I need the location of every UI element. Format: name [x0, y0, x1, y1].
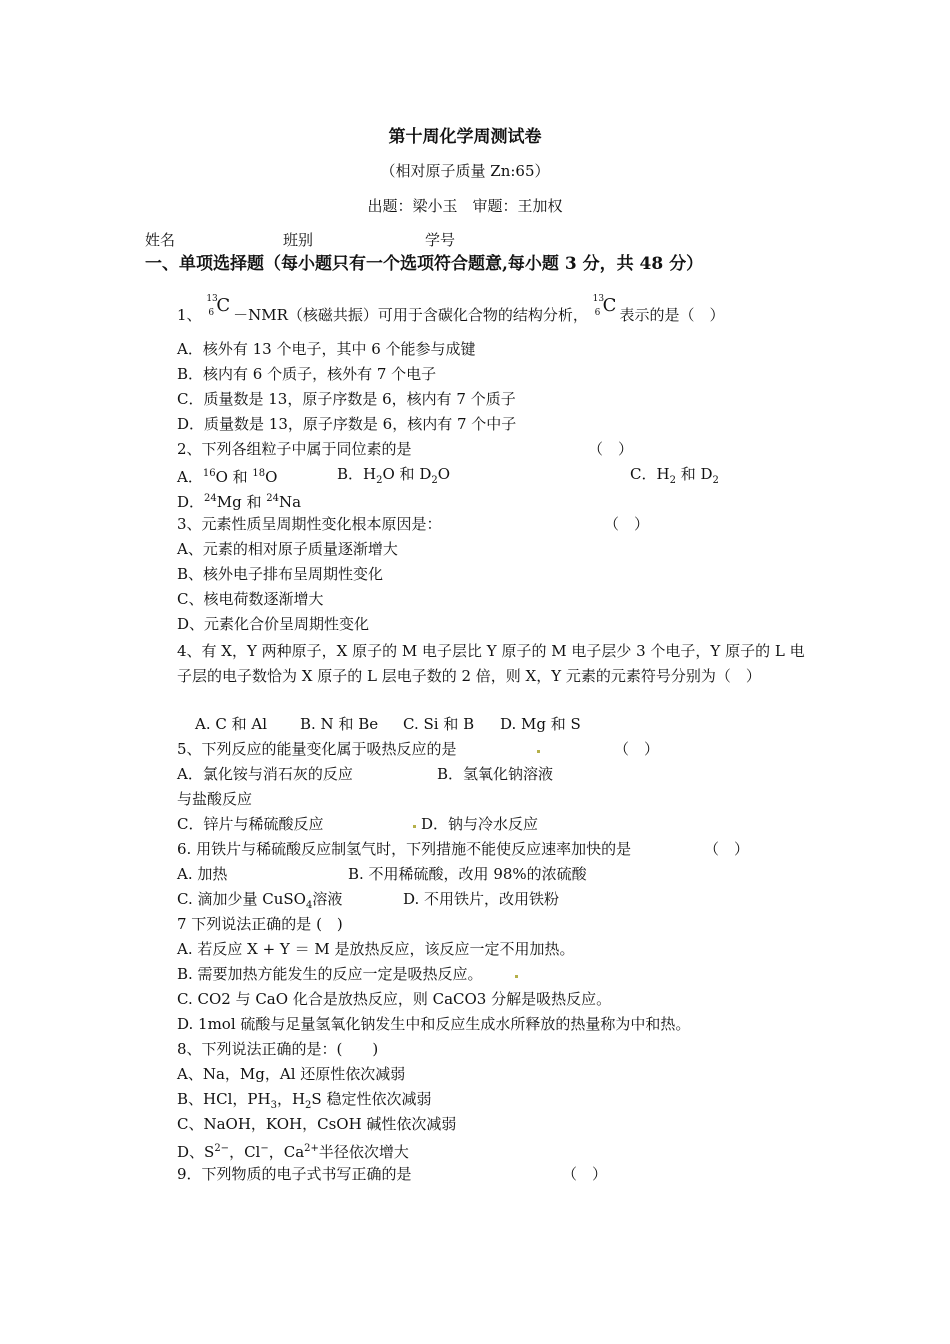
option-text: Na	[279, 493, 302, 511]
option-c: C. CO2 与 CaO 化合是放热反应，则 CaCO3 分解是吸热反应。	[177, 990, 612, 1008]
option-a: A. 加热	[177, 865, 228, 883]
charge: 2+	[304, 1143, 319, 1154]
answer-paren: （ ）	[704, 840, 750, 858]
subscript: 2	[712, 475, 719, 486]
question-number: 1、	[177, 306, 202, 324]
subscript: 2	[431, 475, 438, 486]
option-b: B．氢氧化钠溶液	[437, 765, 554, 783]
page-title: 第十周化学周测试卷	[388, 127, 542, 147]
question-9-stem: 9．下列物质的电子式书写正确的是	[177, 1165, 412, 1183]
authors: 出题：梁小玉 审题：王加权	[367, 197, 563, 215]
option-b-continued: 与盐酸反应	[177, 790, 253, 808]
isotope-mass: 13	[592, 294, 605, 304]
question-1-stem	[177, 294, 725, 325]
option-b: B．核内有 6 个质子，核外有 7 个电子	[177, 365, 437, 383]
option-text: O 和 D	[382, 465, 432, 483]
option-text: D、S	[177, 1143, 215, 1161]
isotope-symbol	[592, 294, 617, 322]
isotope-number: 6	[208, 308, 215, 318]
option-text: Mg 和	[216, 493, 267, 511]
option-c: C．锌片与稀硫酸反应	[177, 815, 324, 833]
isotope-symbol	[206, 294, 231, 322]
isotope-number: 6	[594, 308, 601, 318]
option-a: A．氯化铵与消石灰的反应	[177, 765, 353, 783]
speck-mark	[537, 750, 540, 753]
question-3-stem: 3、元素性质呈周期性变化根本原因是：	[177, 515, 442, 533]
class-label: 班别	[283, 231, 314, 249]
isotope-element: C	[216, 295, 231, 316]
answer-paren: （ ）	[604, 515, 650, 533]
option-d: D．钠与冷水反应	[421, 815, 539, 833]
subtitle: （相对原子质量 Zn:65）	[380, 162, 550, 180]
option-d	[177, 1139, 409, 1162]
option-d: D、元素化合价呈周期性变化	[177, 615, 370, 633]
option-b	[177, 1089, 431, 1116]
option-a: A、Na，Mg，Al 还原性依次减弱	[177, 1065, 406, 1083]
speck-mark	[413, 825, 416, 828]
option-text: B、HCl，PH	[177, 1090, 271, 1108]
option-text: C. 滴加少量 CuSO	[177, 890, 306, 908]
question-7-stem: 7 下列说法正确的是 ( )	[177, 915, 343, 933]
speck-mark	[515, 975, 518, 978]
question-text: 表示的是（ ）	[619, 306, 725, 324]
option-d: D. Mg 和 S	[500, 715, 581, 733]
question-4-stem: 4、有 X，Y 两种原子，X 原子的 M 电子层比 Y 原子的 M 电子层少 3 个电子，Y 原子的 L 电子层的电子数恰为 X 原子的 L 层电子数的 2 倍，则 X，Y 元素的元素符号分别为（ ）	[177, 642, 805, 685]
option-b: B. N 和 Be	[300, 715, 379, 733]
option-text: 半径依次增大	[318, 1143, 409, 1161]
option-label: B．H	[337, 465, 377, 483]
option-text: ，H	[276, 1090, 306, 1108]
id-label: 学号	[425, 231, 456, 249]
option-b: B、核外电子排布呈周期性变化	[177, 565, 384, 583]
mass-number: 16	[202, 468, 216, 479]
option-a: A. 若反应 X + Y ＝ M 是放热反应，该反应一定不用加热。	[177, 940, 575, 958]
answer-paren: （ ）	[562, 1165, 608, 1183]
question-6-stem: 6. 用铁片与稀硫酸反应制氢气时，下列措施不能使反应速率加快的是	[177, 840, 632, 858]
subscript: 3	[270, 1100, 277, 1111]
answer-paren: （ ）	[614, 740, 660, 758]
name-label: 姓名	[145, 231, 176, 249]
charge: −	[260, 1143, 269, 1154]
subscript: 2	[669, 475, 676, 486]
option-label: A．	[177, 468, 203, 486]
question-5-stem: 5、下列反应的能量变化属于吸热反应的是	[177, 740, 457, 758]
option-b	[337, 464, 450, 491]
option-c: C．质量数是 13，原子序数是 6，核内有 7 个质子	[177, 390, 516, 408]
mass-number: 24	[204, 493, 217, 504]
option-d: D．质量数是 13，原子序数是 6，核内有 7 个中子	[177, 415, 517, 433]
mass-number: 24	[266, 493, 279, 504]
option-text: O 和	[215, 468, 253, 486]
subscript: 2	[376, 475, 383, 486]
option-c: C、NaOH，KOH，CsOH 碱性依次减弱	[177, 1115, 457, 1133]
option-a	[177, 464, 277, 487]
option-a: A、元素的相对原子质量逐渐增大	[177, 540, 398, 558]
option-b: B. 不用稀硫酸，改用 98%的浓硫酸	[348, 865, 587, 883]
option-b: B. 需要加热方能发生的反应一定是吸热反应。	[177, 965, 483, 983]
subscript: 4	[305, 900, 313, 911]
isotope-element: C	[602, 295, 617, 316]
option-text: 溶液	[312, 890, 343, 908]
option-c	[177, 889, 342, 916]
option-label: D．	[177, 493, 205, 511]
option-d: D. 1mol 硫酸与足量氢氧化钠发生中和反应生成水所释放的热量称为中和热。	[177, 1015, 691, 1033]
option-c: C. Si 和 B	[403, 715, 475, 733]
charge: 2−	[214, 1143, 230, 1154]
option-a: A．核外有 13 个电子，其中 6 个能参与成键	[177, 340, 476, 358]
option-text: 和 D	[675, 465, 713, 483]
subscript: 2	[305, 1100, 312, 1111]
question-8-stem: 8、下列说法正确的是：( )	[177, 1040, 379, 1058]
option-text: ，Cl	[229, 1143, 261, 1161]
section-heading: 一、单项选择题（每小题只有一个选项符合题意,每小题 3 分，共 48 分）	[145, 254, 704, 274]
option-text: ，Ca	[268, 1143, 305, 1161]
option-text: S 稳定性依次减弱	[311, 1090, 432, 1108]
option-text: O	[437, 465, 451, 483]
option-text: O	[265, 468, 278, 486]
option-d	[177, 489, 301, 512]
option-a: A. C 和 Al	[195, 715, 268, 733]
question-text: －NMR（核磁共振）可用于含碳化合物的结构分析，	[233, 306, 588, 324]
option-c	[630, 464, 719, 491]
option-d: D. 不用铁片，改用铁粉	[403, 890, 560, 908]
isotope-mass: 13	[206, 294, 218, 304]
answer-paren: （ ）	[588, 440, 634, 458]
question-2-stem: 2、下列各组粒子中属于同位素的是	[177, 440, 412, 458]
option-label: C．H	[630, 465, 670, 483]
option-c: C、核电荷数逐渐增大	[177, 590, 324, 608]
mass-number: 18	[252, 468, 266, 479]
